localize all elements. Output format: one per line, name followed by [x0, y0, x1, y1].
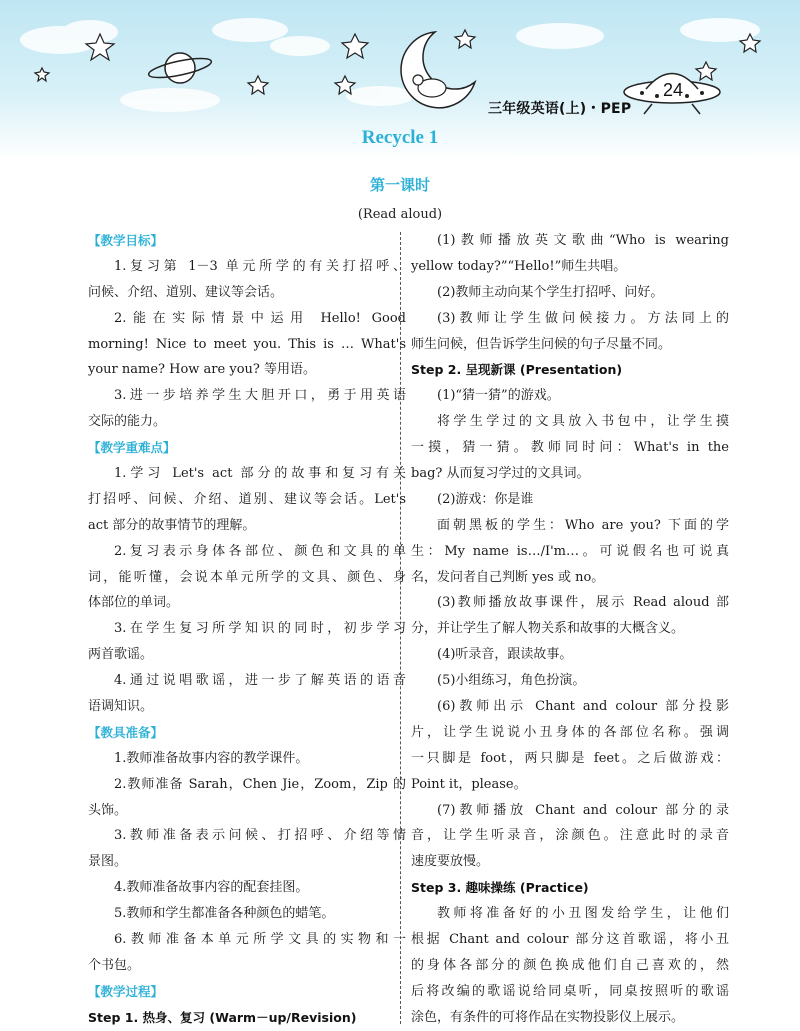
- left-column: [88, 228, 406, 1031]
- text-line: 词，能听懂，会说本单元所学的文具、颜色、身: [88, 569, 406, 585]
- text-line: 片，让学生说说小丑身体的各部位名称。强调: [411, 724, 729, 740]
- text-line: (4)听录音，跟读故事。: [437, 647, 573, 663]
- page-number: 24: [662, 80, 684, 100]
- text-line: 两首歌谣。: [88, 647, 154, 663]
- text-line: 后将改编的歌谣说给同桌听，同桌按照听的歌谣: [411, 983, 729, 999]
- text-line: (2)教师主动向某个学生打招呼、问好。: [437, 284, 664, 300]
- text-line: (3)教师让学生做问候接力。方法同上的: [437, 310, 729, 326]
- text-line: 5.教师和学生都准备各种颜色的蜡笔。: [114, 906, 335, 922]
- text-line: 打招呼、问候、介绍、道别、建议等会话。Let's: [88, 491, 406, 507]
- text-line: (6)教师出示 Chant and colour 部分投影: [437, 699, 729, 715]
- text-line: 一摸，猜一猜。教师同时问：What's in the: [411, 440, 729, 456]
- lesson-subtitle: 第一课时: [369, 176, 430, 194]
- text-line: your name? How are you? 等用语。: [88, 362, 316, 378]
- text-line: 1.复习第 1－3 单元所学的有关打招呼、: [114, 258, 406, 274]
- text-line: 2.能在实际情景中运用 Hello! Good: [114, 310, 406, 326]
- text-line: 一只脚是 foot，两只脚是 feet。之后做游戏：: [411, 750, 729, 766]
- text-line: (5)小组练习，角色扮演。: [437, 673, 586, 689]
- text-line: (1)教师播放英文歌曲“Who is wearing: [437, 233, 729, 248]
- text-line: 生：My name is…/I'm…。可说假名也可说真: [411, 543, 729, 559]
- text-line: 速度要放慢。: [411, 854, 490, 870]
- planet-icon: [147, 53, 213, 83]
- text-line: 6.教师准备本单元所学文具的实物和一: [114, 932, 406, 948]
- text-line: (2)游戏：你是谁: [437, 491, 534, 507]
- text-line: 师生问候，但告诉学生问候的句子尽量不同。: [411, 336, 672, 352]
- text-line: (1)“猜一猜”的游戏。: [437, 388, 560, 404]
- text-line: 4.教师准备故事内容的配套挂图。: [114, 880, 309, 896]
- text-line: 交际的能力。: [88, 414, 167, 430]
- text-line: bag? 从而复习学过的文具词。: [411, 466, 590, 482]
- right-column: [411, 228, 729, 1031]
- section-heading: 【教具准备】: [88, 724, 164, 740]
- section-heading: 【教学目标】: [88, 233, 164, 248]
- text-line: 1.学习 Let's act 部分的故事和复习有关: [114, 466, 406, 482]
- section-heading: 【教学重难点】: [88, 440, 176, 456]
- text-line: 2.复习表示身体各部位、颜色和文具的单: [114, 543, 406, 559]
- text-line: 3.教师准备表示问候、打招呼、介绍等情: [114, 828, 406, 844]
- text-line: 3.在学生复习所学知识的同时，初步学习: [114, 621, 406, 637]
- text-line: act 部分的故事情节的理解。: [88, 517, 256, 533]
- text-line: 1.教师准备故事内容的教学课件。: [114, 750, 309, 766]
- text-line: (7)教师播放 Chant and colour 部分的录: [437, 802, 729, 818]
- text-line: yellow today?”“Hello!”师生共唱。: [411, 258, 627, 274]
- text-line: 根据 Chant and colour 部分这首歌谣，将小丑: [411, 932, 729, 948]
- step-heading: Step 1. 热身、复习 (Warm－up/Revision): [88, 1009, 357, 1025]
- text-line: Point it，please。: [411, 776, 527, 792]
- text-line: 问候、介绍、道别、建议等会话。: [88, 284, 284, 300]
- text-line: 分，并让学生了解人物关系和故事的大概含义。: [411, 621, 685, 637]
- text-line: 面朝黑板的学生：Who are you? 下面的学: [437, 517, 729, 533]
- text-line: 2.教师准备 Sarah，Chen Jie，Zoom，Zip 的: [114, 776, 406, 792]
- text-line: 体部位的单词。: [88, 595, 180, 611]
- book-tag: 三年级英语(上)・PEP: [488, 101, 632, 117]
- text-line: morning! Nice to meet you. This is … What's: [88, 336, 406, 352]
- text-line: 名，发问者自己判断 yes 或 no。: [411, 569, 605, 585]
- text-line: 将学生学过的文具放入书包中，让学生摸: [437, 414, 729, 430]
- section-heading: 【教学过程】: [88, 983, 164, 999]
- step-heading: Step 3. 趣味操练 (Practice): [411, 880, 589, 896]
- text-line: (3)教师播放故事课件，展示 Read aloud 部: [437, 595, 729, 611]
- lesson-type: (Read aloud): [357, 207, 443, 222]
- text-line: 3.进一步培养学生大胆开口，勇于用英语: [114, 388, 406, 404]
- step-heading: Step 2. 呈现新课 (Presentation): [411, 362, 623, 378]
- text-line: 涂色，有条件的可将作品在实物投影仪上展示。: [411, 1009, 685, 1025]
- text-line: 景图。: [88, 854, 128, 870]
- text-line: 4.通过说唱歌谣，进一步了解英语的语音: [114, 673, 406, 689]
- text-line: 教师将准备好的小丑图发给学生，让他们: [437, 906, 729, 922]
- text-line: 音，让学生听录音，涂颜色。注意此时的录音: [411, 828, 729, 844]
- text-line: 语调知识。: [88, 699, 154, 715]
- text-line: 的身体各部分的颜色换成他们自己喜欢的，然: [411, 957, 729, 973]
- text-line: 头饰。: [88, 802, 128, 818]
- page-title: Recycle 1: [361, 127, 439, 148]
- text-line: 个书包。: [88, 957, 141, 973]
